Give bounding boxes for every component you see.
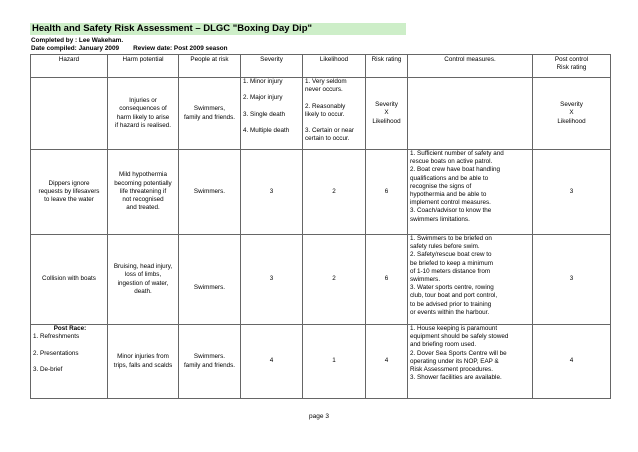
cell-line: trips, falls and scalds bbox=[113, 361, 173, 369]
key-post bbox=[533, 78, 611, 150]
cell-line: requests by lifesavers bbox=[38, 187, 100, 195]
cell-line: 2. Presentations bbox=[33, 349, 79, 357]
key-line: Injuries or bbox=[129, 97, 157, 105]
cell-line: Bruising, head injury, bbox=[113, 263, 173, 271]
key-line: likely to occur. bbox=[305, 110, 345, 118]
cell-line: and treated. bbox=[126, 204, 160, 212]
cell-line: becoming potentially bbox=[114, 179, 172, 187]
key-line: 1. Very seldom bbox=[305, 78, 347, 85]
header-row bbox=[31, 55, 611, 78]
cell-line: rescue boats on active patrol. bbox=[410, 158, 493, 166]
row2-hazard: Collision with boats bbox=[31, 235, 108, 325]
key-risk bbox=[366, 78, 408, 150]
key-row bbox=[31, 78, 611, 150]
page-number: page 3 bbox=[309, 413, 329, 420]
key-people bbox=[179, 78, 241, 150]
cell-line: 1. House keeping is paramount bbox=[410, 325, 498, 332]
key-line: if hazard is realised. bbox=[115, 121, 171, 129]
cell-line: operating under its NOP, EAP & bbox=[410, 357, 499, 365]
cell-line: family and friends. bbox=[183, 361, 236, 369]
cell-line: club, tour boat and port control, bbox=[410, 292, 498, 300]
cell-line: Swimmers. bbox=[193, 353, 226, 361]
row1-people: Swimmers. bbox=[179, 150, 241, 235]
table-row bbox=[31, 150, 611, 235]
cell-line: life threatening if bbox=[119, 187, 167, 195]
date-compiled: Date compiled: January 2009 bbox=[31, 45, 120, 52]
cell-line: safety rules before swim. bbox=[410, 243, 480, 251]
header-post-line-1: Post control bbox=[554, 56, 589, 63]
table-row bbox=[31, 325, 611, 399]
header-likelihood: Likelihood bbox=[303, 55, 366, 78]
key-line: Likelihood bbox=[557, 117, 586, 125]
key-line: Swimmers, bbox=[193, 105, 226, 113]
row3-people bbox=[179, 325, 241, 399]
key-line: 3. Certain or near bbox=[305, 127, 355, 135]
cell-line: 3. Water sports centre, rowing bbox=[410, 284, 494, 292]
key-line: 2. Reasonably bbox=[305, 102, 346, 110]
key-line: X bbox=[384, 109, 389, 117]
row2-severity: 3 bbox=[241, 235, 303, 325]
document-title: Health and Safety Risk Assessment – DLGC "Boxing Day Dip" bbox=[30, 23, 406, 35]
row1-post: 3 bbox=[533, 150, 611, 235]
cell-line: to be advised prior to training bbox=[410, 300, 492, 308]
header-control-measures: Control measures. bbox=[408, 55, 533, 78]
row2-harm bbox=[108, 235, 179, 325]
row3-risk: 4 bbox=[366, 325, 408, 399]
row3-post: 4 bbox=[533, 325, 611, 399]
cell-line: not recognised bbox=[122, 196, 164, 204]
key-line: 1. Minor injury bbox=[243, 78, 283, 85]
row1-likelihood: 2 bbox=[303, 150, 366, 235]
header-risk-rating: Risk rating bbox=[366, 55, 408, 78]
header-people-at-risk: People at risk bbox=[179, 55, 241, 78]
cell-line: Risk Assessment procedures. bbox=[410, 366, 493, 374]
key-severity bbox=[241, 78, 303, 150]
header-severity: Severity bbox=[241, 55, 303, 78]
row3-harm bbox=[108, 325, 179, 399]
cell-line: 2. Boat crew have boat handling bbox=[410, 166, 500, 174]
cell-line: implement control measures. bbox=[410, 199, 491, 207]
key-line: never occurs. bbox=[305, 86, 343, 94]
key-line: X bbox=[569, 109, 574, 117]
cell-line: 1. Swimmers to be briefed on bbox=[410, 235, 492, 242]
key-control bbox=[408, 78, 533, 150]
cell-line: 1. Refreshments bbox=[33, 333, 80, 341]
row1-hazard bbox=[31, 150, 108, 235]
cell-line: 1. Sufficient number of safety and bbox=[410, 150, 504, 157]
cell-line: 3. Coach/advisor to know the bbox=[410, 207, 492, 215]
cell-line: qualifications and be able to bbox=[410, 174, 489, 182]
completed-by: Completed by : Lee Wakeham. bbox=[31, 37, 124, 44]
cell-line: 3. Shower facilities are available. bbox=[410, 374, 502, 382]
row2-control bbox=[408, 235, 533, 325]
key-line: consequences of bbox=[119, 105, 167, 113]
key-line: 3. Single death bbox=[243, 110, 286, 118]
risk-assessment-table bbox=[30, 54, 611, 399]
cell-line: and briefing room used. bbox=[410, 341, 477, 349]
dates-line bbox=[31, 45, 228, 53]
cell-line: Minor injuries from bbox=[117, 353, 169, 361]
key-line: Severity bbox=[375, 101, 398, 109]
header-harm-potential: Harm potential bbox=[108, 55, 179, 78]
cell-line: of 1-10 meters distance from bbox=[410, 267, 491, 275]
header-post-line-2: Risk rating bbox=[556, 64, 587, 72]
cell-line: to leave the water bbox=[44, 196, 94, 204]
key-line: family and friends. bbox=[183, 113, 236, 121]
row2-risk: 6 bbox=[366, 235, 408, 325]
key-harm bbox=[108, 78, 179, 150]
cell-line: Mild hypothermia bbox=[119, 171, 167, 179]
row2-people: Swimmers. bbox=[179, 235, 241, 325]
cell-line: death. bbox=[134, 287, 152, 295]
key-line: 2. Major injury bbox=[243, 94, 283, 102]
row2-likelihood: 2 bbox=[303, 235, 366, 325]
row1-control bbox=[408, 150, 533, 235]
cell-line: 2. Safety/rescue boat crew to bbox=[410, 251, 492, 259]
cell-line: swimmers. bbox=[410, 276, 441, 284]
cell-line: Dippers ignore bbox=[48, 179, 90, 187]
key-line: 4. Multiple death bbox=[243, 127, 290, 135]
key-likelihood bbox=[303, 78, 366, 150]
header-post-control bbox=[533, 55, 611, 78]
review-date: Review date: Post 2009 season bbox=[133, 45, 228, 52]
row3-hazard bbox=[31, 325, 108, 399]
row1-severity: 3 bbox=[241, 150, 303, 235]
cell-line: recognise the signs of bbox=[410, 182, 472, 190]
cell-line: 3. De-brief bbox=[33, 365, 63, 373]
cell-line: swimmers limitations. bbox=[410, 215, 470, 223]
table-row bbox=[31, 235, 611, 325]
cell-line: be briefed to keep a minimum bbox=[410, 259, 493, 267]
key-line: Likelihood bbox=[372, 117, 401, 125]
key-line: certain to occur. bbox=[305, 135, 350, 143]
cell-line: 2. Dover Sea Sports Centre will be bbox=[410, 349, 507, 357]
key-line: Severity bbox=[560, 101, 583, 109]
row3-likelihood: 1 bbox=[303, 325, 366, 399]
key-line: harm likely to arise bbox=[116, 113, 170, 121]
row3-control bbox=[408, 325, 533, 399]
cell-line: loss of limbs, bbox=[124, 271, 162, 279]
cell-line: equipment should be safely stowed bbox=[410, 333, 509, 341]
row3-severity: 4 bbox=[241, 325, 303, 399]
row1-risk: 6 bbox=[366, 150, 408, 235]
cell-line: hypothermia and be able to bbox=[410, 191, 487, 199]
row1-harm bbox=[108, 150, 179, 235]
post-race-title: Post Race: bbox=[53, 325, 87, 332]
cell-line: ingestion of water, bbox=[117, 279, 169, 287]
header-hazard: Hazard bbox=[31, 55, 108, 78]
key-hazard bbox=[31, 78, 108, 150]
cell-line: or events within the harbour. bbox=[410, 308, 490, 316]
row2-post: 3 bbox=[533, 235, 611, 325]
